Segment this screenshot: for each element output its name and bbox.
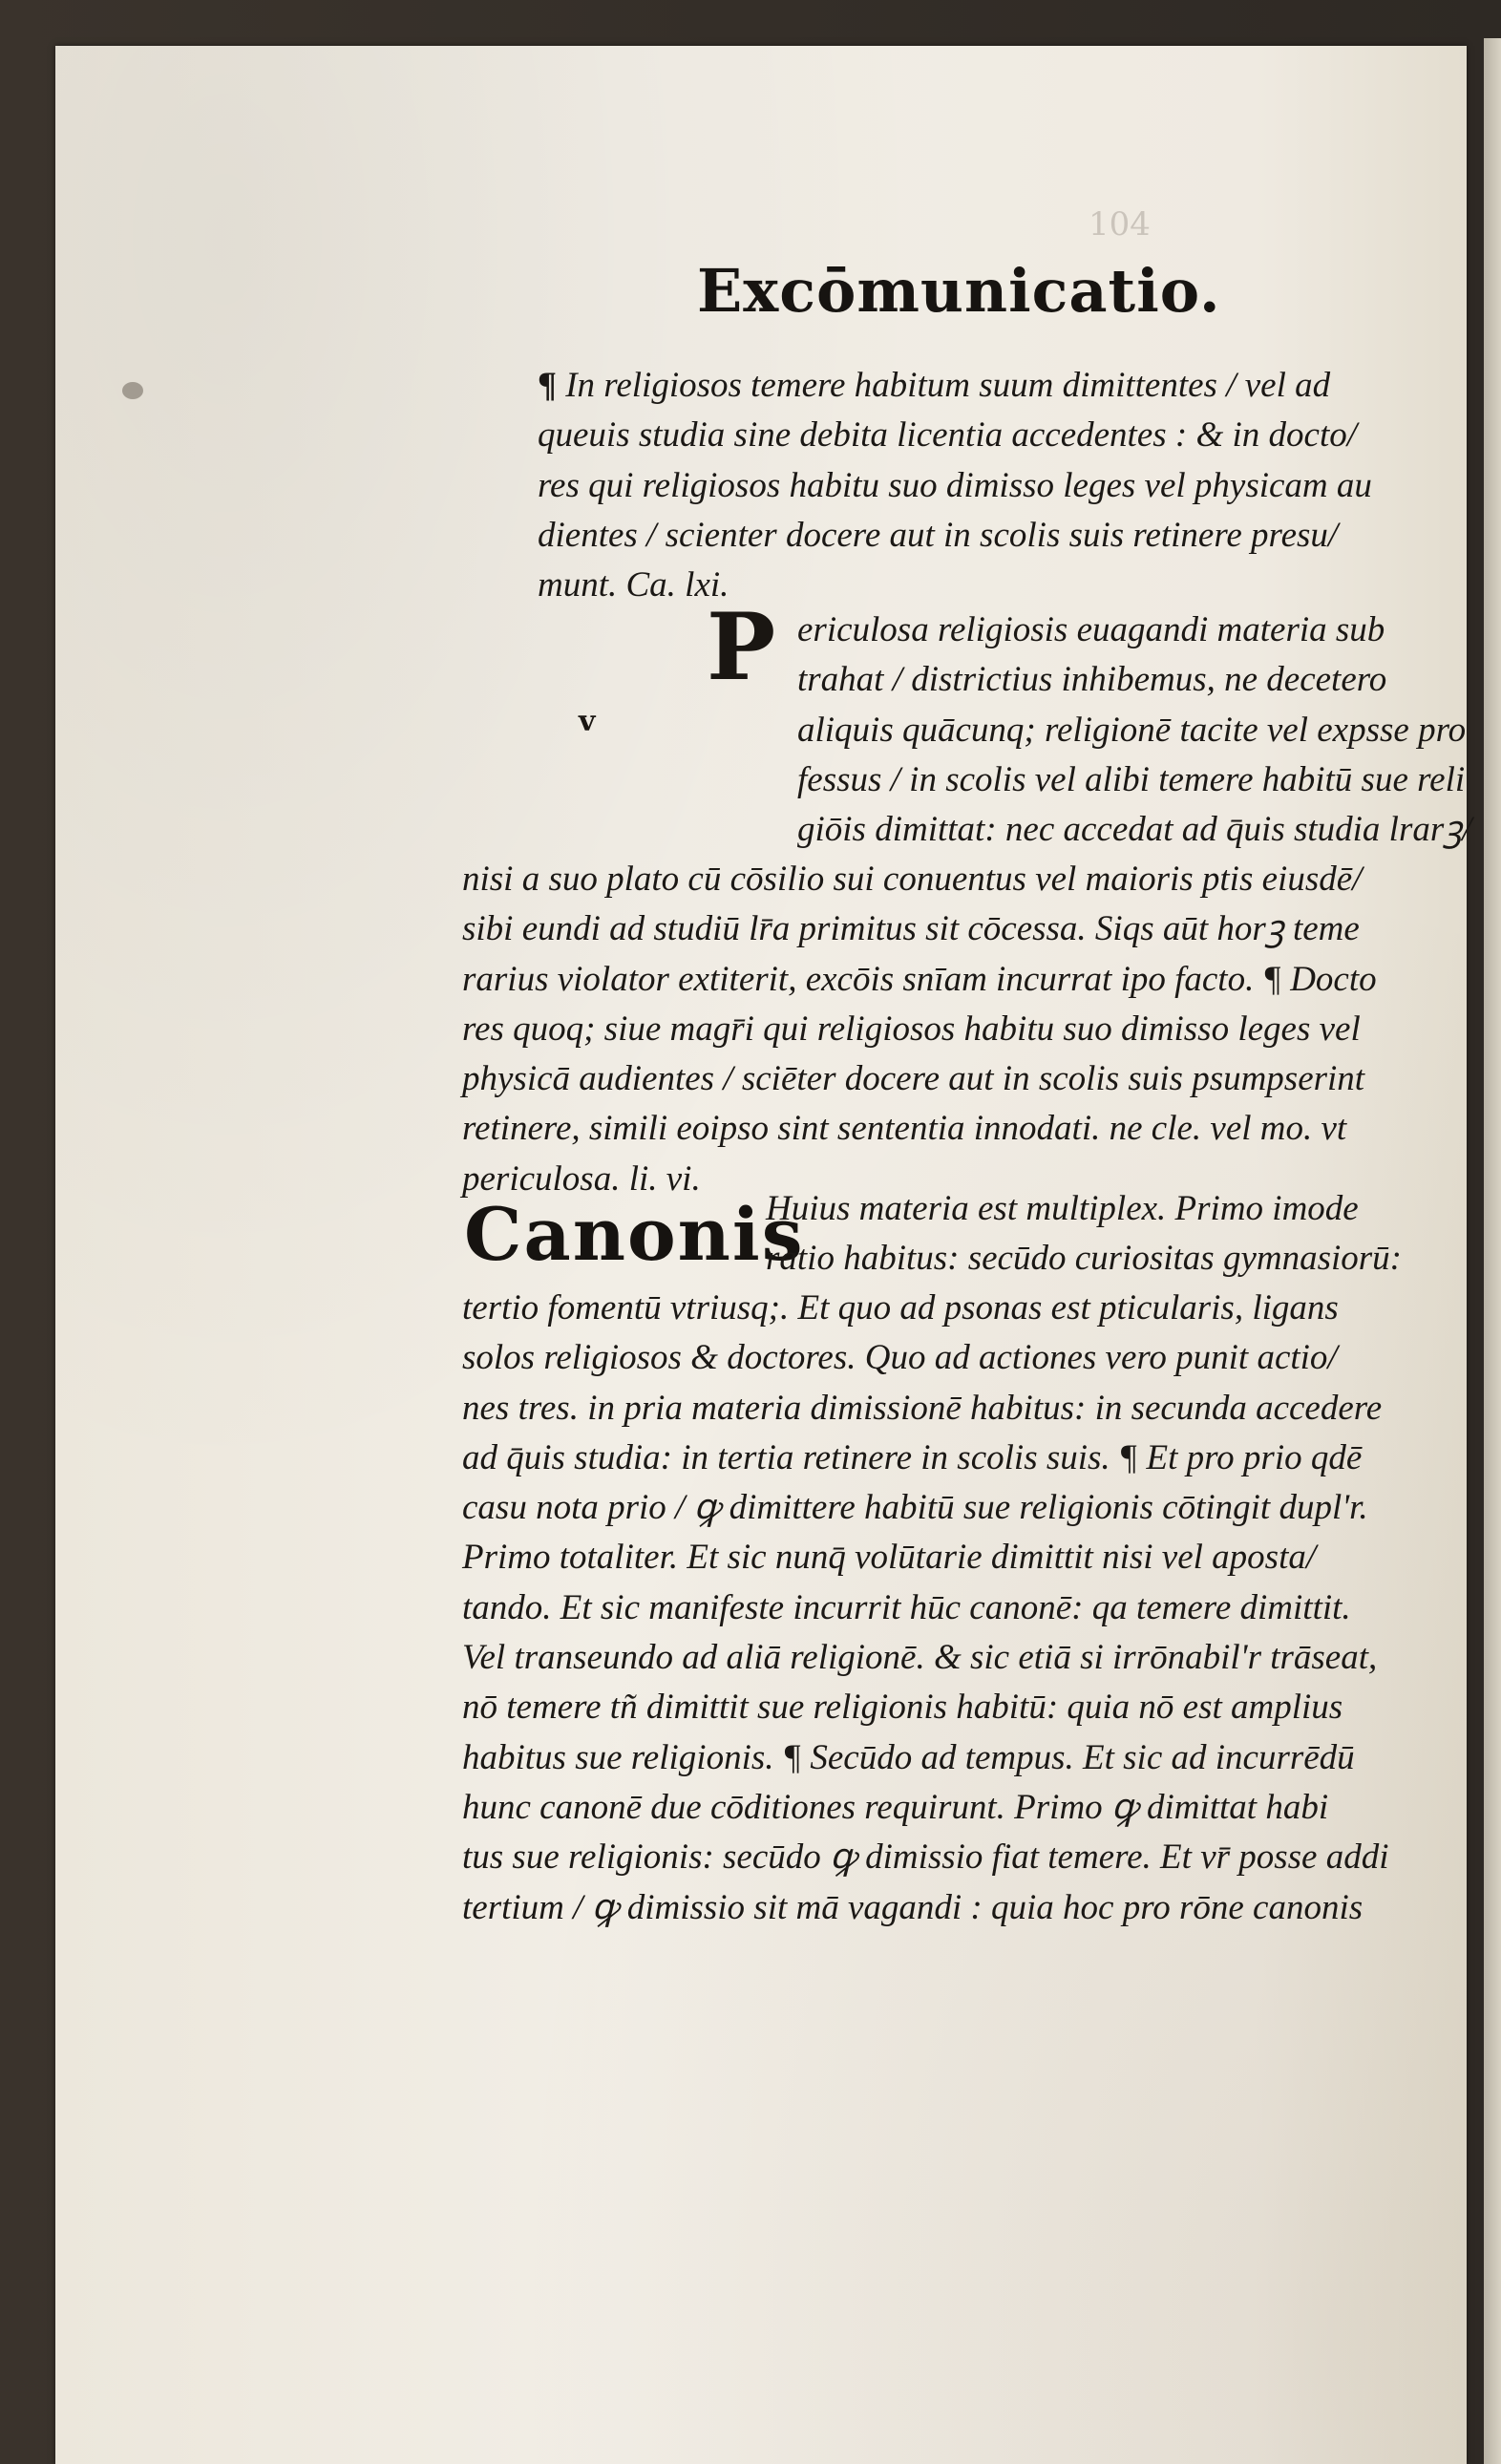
commentary-line: ratio habitus: secūdo curiositas gymnasiorū: <box>766 1239 1402 1279</box>
heading-line: dientes / scienter docere aut in scolis suis retinere presu/ <box>538 515 1339 555</box>
commentary-line: Vel transeundo ad aliā religionē. & sic etiā si irrōnabil'r trāseat, <box>462 1638 1378 1678</box>
running-head: Excōmunicatio. <box>697 256 1221 326</box>
decree-line: res quoq; siue magr̄i qui religiosos habitu suo dimisso leges vel <box>462 1009 1361 1049</box>
commentary-line: tus sue religionis: secūdo ꝙ dimissio fiat temere. Et vr̄ posse addi <box>462 1837 1389 1878</box>
heading-line: ¶ In religiosos temere habitum suum dimittentes / vel ad <box>538 366 1331 405</box>
decree-line: periculosa. li. vi. <box>462 1158 701 1199</box>
decree-body <box>462 855 1427 1204</box>
commentary-line: habitus sue religionis. ¶ Secūdo ad tempus. Et sic ad incurrēdū <box>462 1737 1355 1777</box>
decree-line: physicā audientes / sciēter docere aut in scolis suis psumpserint <box>462 1059 1365 1099</box>
commentary-line: Primo totaliter. Et sic nunq̄ volūtarie dimittit nisi vel aposta/ <box>462 1538 1317 1578</box>
decree-line: giōis dimittat: nec accedat ad q̄uis studia lrarꝫ/ <box>797 810 1472 850</box>
commentary-line: tando. Et sic manifeste incurrit hūc canonē: qa temere dimittit. <box>462 1587 1351 1627</box>
decree-line: aliquis quācunq; religionē tacite vel expsse pro <box>797 710 1467 750</box>
commentary-line: nō temere tñ dimittit sue religionis habitū: quia nō est amplius <box>462 1688 1343 1728</box>
decree-line: ericulosa religiosis euagandi materia sub <box>797 610 1385 649</box>
heading-line: res qui religiosos habitu suo dimisso leges vel physicam au <box>538 465 1372 505</box>
decree-line: nisi a suo plato cū cōsilio sui conuentus vel maioris ptis eiusdē/ <box>462 860 1363 899</box>
commentary-line: solos religiosos & doctores. Quo ad actiones vero punit actio/ <box>462 1338 1338 1378</box>
decree-opening <box>797 605 1472 855</box>
commentary-line: Huius materia est multiplex. Primo imode <box>766 1189 1359 1228</box>
page-edge <box>1484 38 1501 2464</box>
margin-mark: v <box>579 705 596 738</box>
heading-line: queuis studia sine debita licentia accedentes : & in docto/ <box>538 415 1358 456</box>
decree-line: fessus / in scolis vel alibi temere habitū sue reli <box>797 759 1466 799</box>
decorated-initial: P <box>707 593 776 701</box>
commentary-line: casu nota prio / ꝙ dimittere habitū sue religionis cōtingit dupl'r. <box>462 1488 1368 1528</box>
folio-number: 104 <box>1089 205 1151 244</box>
decree-line: trahat / districtius inhibemus, ne decetero <box>797 660 1387 700</box>
decree-line: sibi eundi ad studiū lr̄a primitus sit cōcessa. Siqs aūt horꝫ teme <box>462 909 1360 949</box>
commentary-line: nes tres. in pria materia dimissionē habitus: in secunda accedere <box>462 1388 1383 1428</box>
ink-stain <box>122 382 143 399</box>
canonis-intro <box>766 1184 1434 1285</box>
commentary-line: hunc canonē due cōditiones requirunt. Primo ꝙ dimittat habi <box>462 1787 1329 1827</box>
commentary-line: ad q̄uis studia: in tertia retinere in scolis suis. ¶ Et pro prio qdē <box>462 1437 1363 1477</box>
commentary-line: tertium / ꝙ dimissio sit mā vagandi : quia hoc pro rōne canonis <box>462 1887 1364 1927</box>
decree-line: rarius violator extiterit, excōis snīam incurrat ipo facto. ¶ Docto <box>462 959 1377 999</box>
pilcrow-mark: ¶ <box>538 366 557 405</box>
decree-line: retinere, simili eoipso sint sententia innodati. ne cle. vel mo. vt <box>462 1109 1347 1149</box>
chapter-heading <box>538 361 1426 610</box>
commentary-line: tertio fomentū vtriusq;. Et quo ad psonas est pticularis, ligans <box>462 1288 1339 1328</box>
canonis-heading: Canonis <box>464 1192 805 1277</box>
heading-line: munt. Ca. lxi. <box>538 565 729 605</box>
commentary-body <box>462 1284 1427 1933</box>
